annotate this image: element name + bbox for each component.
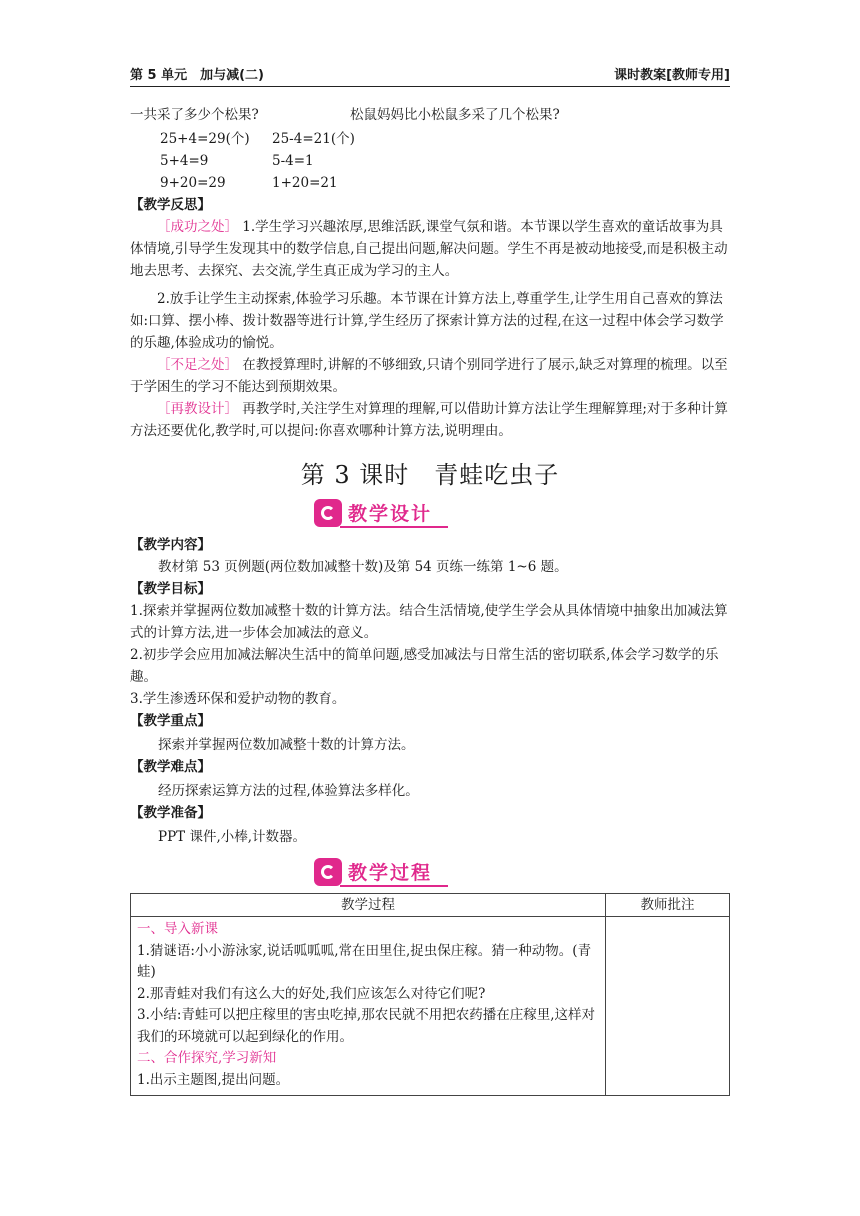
key-text: 探索并掌握两位数加减整十数的计算方法。 bbox=[158, 737, 415, 753]
table-row bbox=[131, 917, 730, 1096]
reflection-redesign bbox=[130, 398, 730, 442]
notes-cell bbox=[606, 917, 730, 1096]
redesign-text: 再教学时,关注学生对算理的理解,可以借助计算方法让学生理解算理;对于多种计算方法还要优化,教学时,可以提问:你喜欢哪种计算方法,说明理由。 bbox=[130, 401, 728, 439]
calc-left-3: 9+20=29 bbox=[160, 175, 226, 191]
process-line-3: 3.小结:青蛙可以把庄稼里的害虫吃掉,那农民就不用把农药播在庄稼里,这样对我们的环境就可以起到绿化的作用。 bbox=[137, 1007, 596, 1045]
question-total: 一共采了多少个松果? bbox=[130, 107, 259, 123]
page-header bbox=[130, 64, 730, 87]
shortfall-tag: ［不足之处］ bbox=[157, 357, 238, 373]
success-text: 1.学生学习兴趣浓厚,思维活跃,课堂气氛和谐。本节课以学生喜欢的童话故事为具体情境,引导学生发现其中的数学信息,自己提出问题,解决问题。学生不再是被动地接受,而是积极主动地去思考、去探究、去交流,学生真正成为学习的主人。 bbox=[130, 219, 728, 279]
process-line-1: 1.猜谜语:小小游泳家,说话呱呱呱,常在田里住,捉虫保庄稼。猜一种动物。(青蛙) bbox=[137, 942, 592, 980]
reflection-shortfall bbox=[130, 354, 730, 398]
process-line-2: 2.那青蛙对我们有这么大的好处,我们应该怎么对待它们呢? bbox=[137, 985, 486, 1002]
process-table bbox=[130, 893, 730, 1096]
table-header-row bbox=[131, 894, 730, 917]
teaching-process-banner bbox=[314, 858, 454, 888]
col-process: 教学过程 bbox=[131, 894, 606, 917]
swirl-icon bbox=[314, 858, 342, 886]
reflection-heading: 【教学反思】 bbox=[130, 197, 211, 213]
calc-left-1: 25+4=29(个) bbox=[160, 131, 250, 147]
calc-right-3: 1+20=21 bbox=[272, 175, 338, 191]
goal-3: 3.学生渗透环保和爱护动物的教育。 bbox=[130, 691, 346, 707]
banner-label: 教学设计 bbox=[348, 503, 433, 525]
goal-2: 2.初步学会应用加减法解决生活中的简单问题,感受加减法与日常生活的密切联系,体会学习数学的乐趣。 bbox=[130, 647, 719, 685]
process-cell bbox=[131, 917, 606, 1096]
key-heading: 【教学重点】 bbox=[130, 713, 211, 729]
calc-right-1: 25-4=21(个) bbox=[272, 131, 355, 147]
content-text: 教材第 53 页例题(两位数加减整十数)及第 54 页练一练第 1~6 题。 bbox=[158, 559, 568, 575]
swirl-icon bbox=[314, 499, 342, 527]
unit-label: 第 5 单元 加与减(二) bbox=[130, 68, 264, 83]
reflection-point-2: 2.放手让学生主动探索,体验学习乐趣。本节课在计算方法上,尊重学生,让学生用自己喜欢的算法如:口算、摆小棒、拨计数器等进行计算,学生经历了探索计算方法的过程,在这一过程中体会学习数学的乐趣,体验成功的愉悦。 bbox=[130, 291, 724, 351]
difficulty-text: 经历探索运算方法的过程,体验算法多样化。 bbox=[158, 783, 419, 799]
section-import: 一、导入新课 bbox=[137, 921, 218, 937]
banner-underline bbox=[340, 885, 448, 887]
redesign-tag: ［再教设计］ bbox=[157, 401, 238, 417]
banner-label: 教学过程 bbox=[348, 862, 433, 884]
shortfall-text: 在教授算理时,讲解的不够细致,只请个别同学进行了展示,缺乏对算理的梳理。以至于学困生的学习不能达到预期效果。 bbox=[130, 357, 728, 395]
process-content bbox=[131, 917, 605, 1095]
question-difference: 松鼠妈妈比小松鼠多采了几个松果? bbox=[350, 107, 560, 123]
lesson-title: 第 3 课时 青蛙吃虫子 bbox=[300, 461, 560, 489]
difficulty-heading: 【教学难点】 bbox=[130, 759, 211, 775]
goals-heading: 【教学目标】 bbox=[130, 581, 211, 597]
reflection-success bbox=[130, 216, 730, 282]
success-tag: ［成功之处］ bbox=[157, 219, 238, 235]
calc-left-2: 5+4=9 bbox=[160, 153, 209, 169]
content-heading: 【教学内容】 bbox=[130, 537, 211, 553]
goal-1: 1.探索并掌握两位数加减整十数的计算方法。结合生活情境,使学生学会从具体情境中抽象出加减法算式的计算方法,进一步体会加减法的意义。 bbox=[130, 603, 728, 641]
prep-heading: 【教学准备】 bbox=[130, 805, 211, 821]
col-notes: 教师批注 bbox=[606, 894, 730, 917]
section-explore: 二、合作探究,学习新知 bbox=[137, 1050, 277, 1066]
process-line-4: 1.出示主题图,提出问题。 bbox=[137, 1071, 290, 1088]
teaching-design-banner bbox=[314, 499, 454, 529]
banner-underline bbox=[340, 526, 448, 528]
teacher-plan-label: 课时教案[教师专用] bbox=[614, 68, 730, 83]
prep-text: PPT 课件,小棒,计数器。 bbox=[158, 829, 307, 845]
calc-right-2: 5-4=1 bbox=[272, 153, 314, 169]
